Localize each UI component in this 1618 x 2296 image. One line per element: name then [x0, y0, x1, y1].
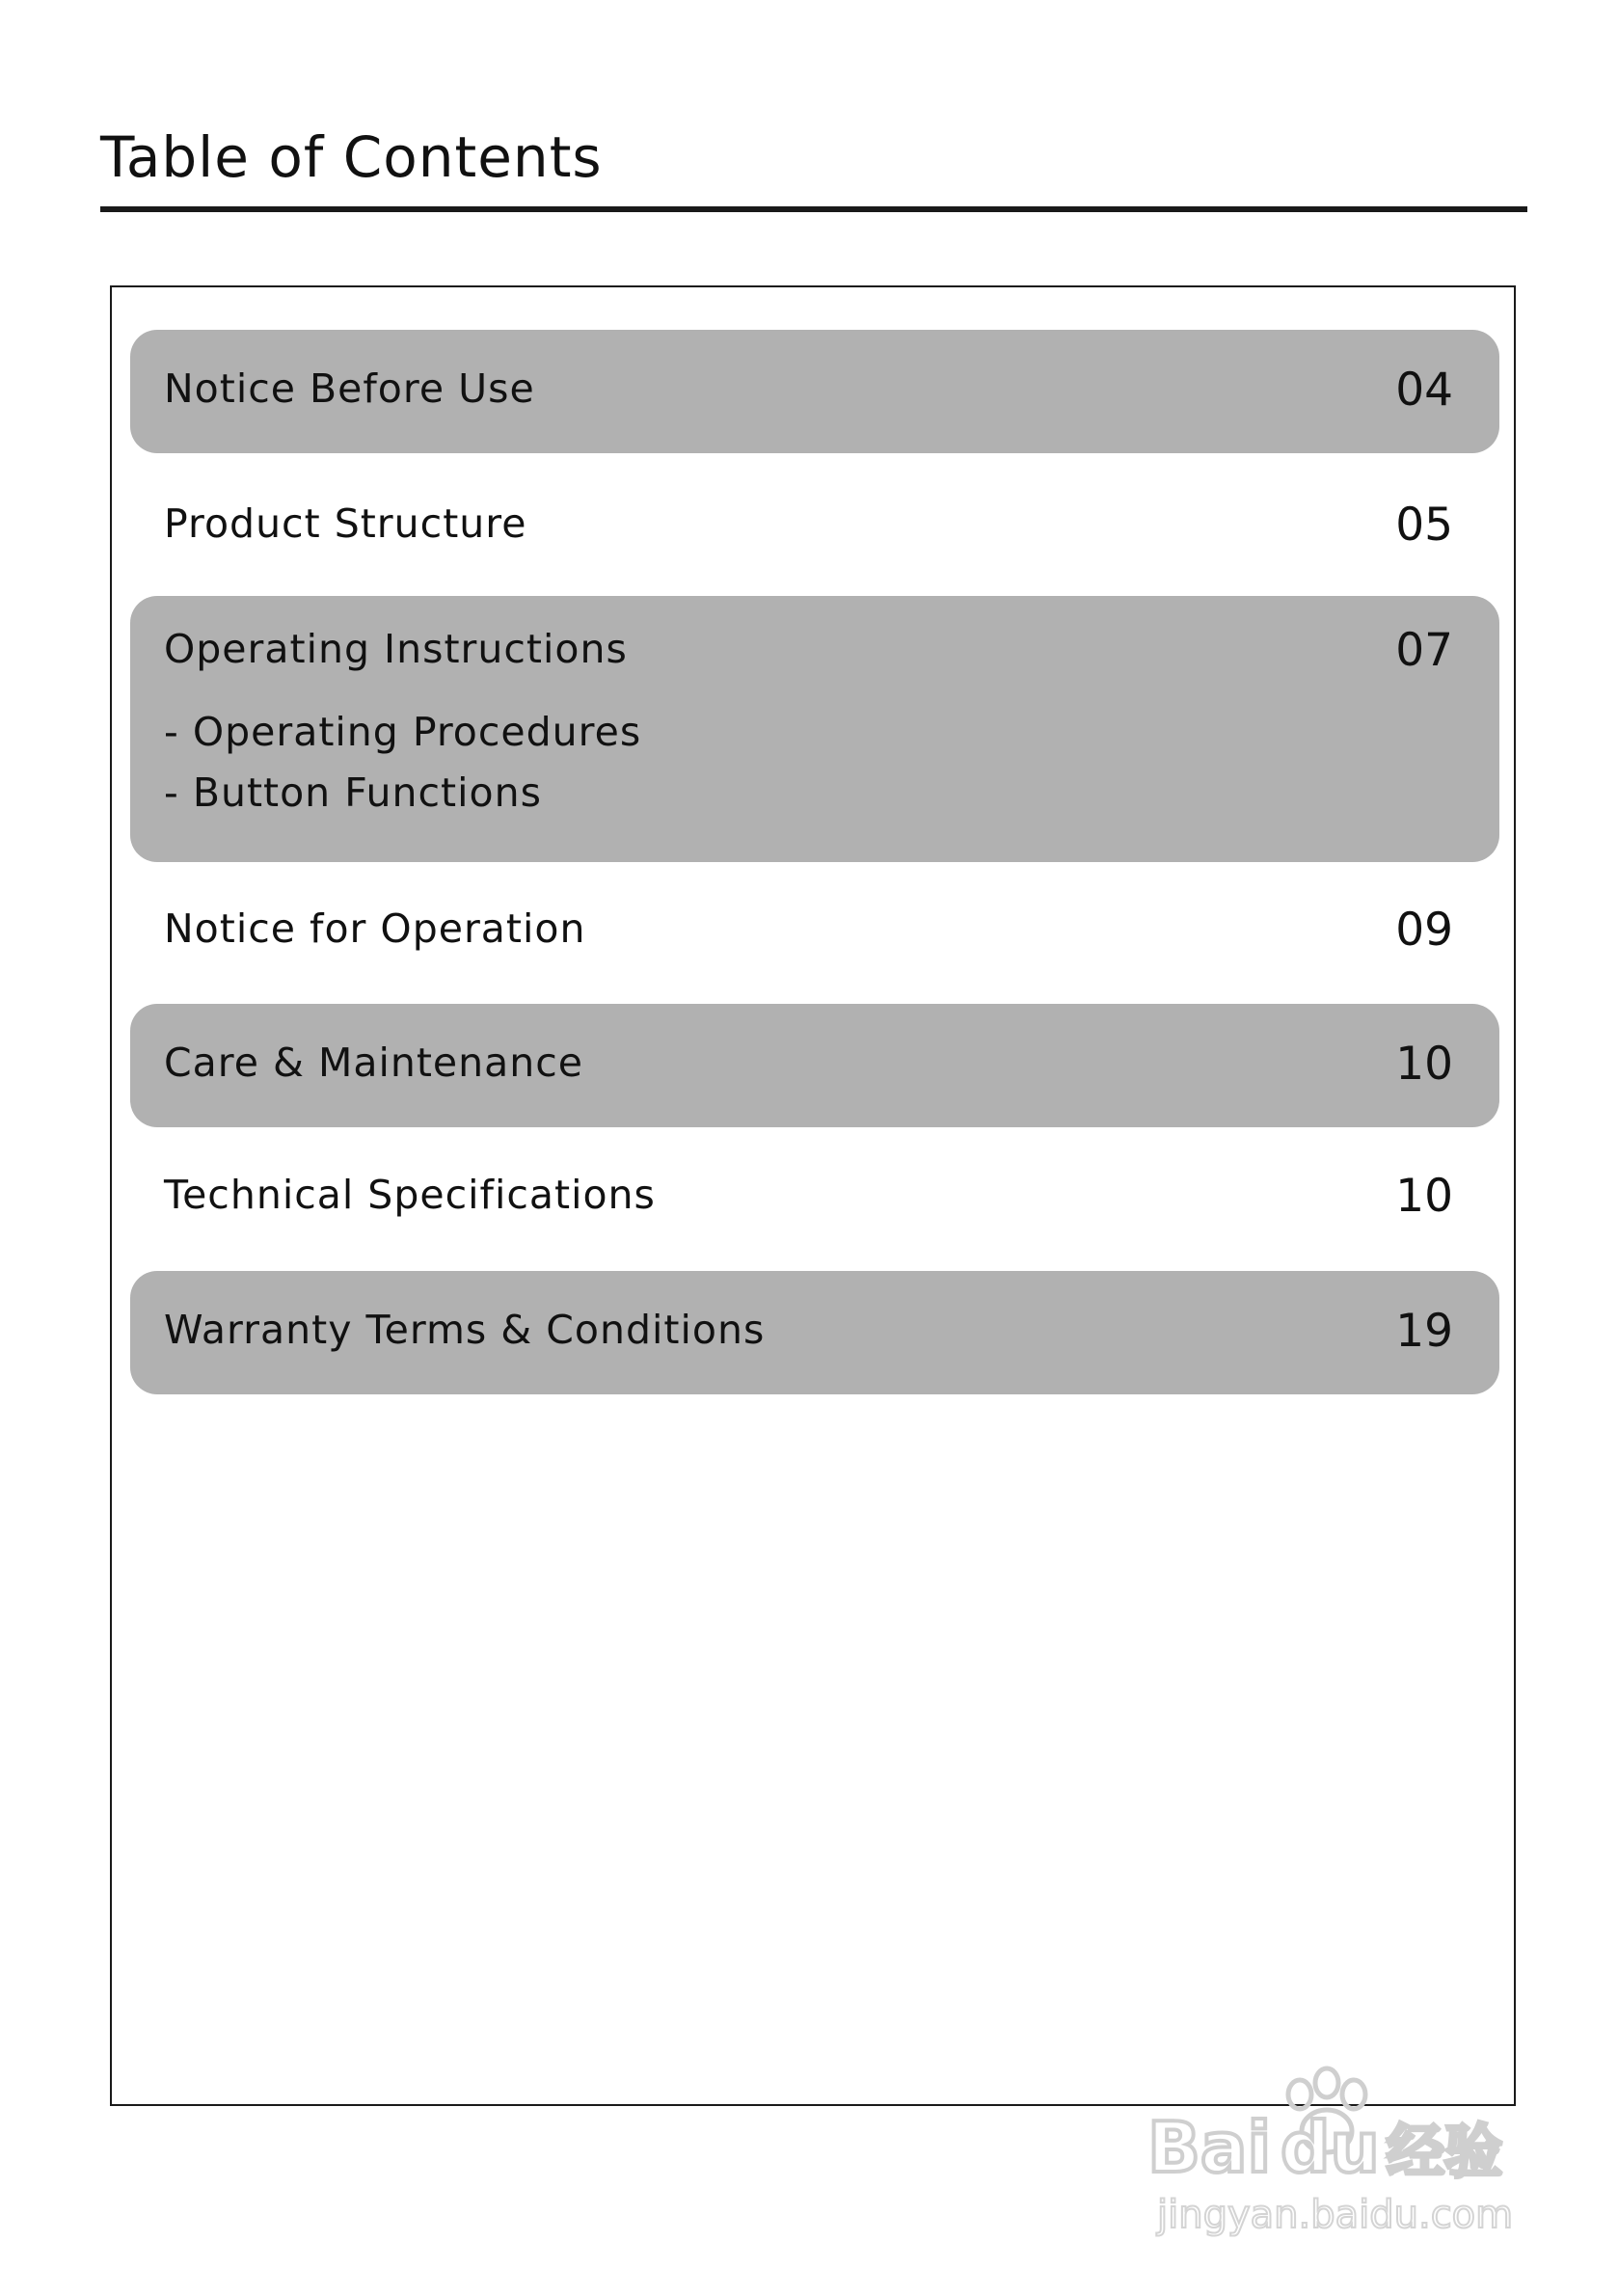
- page-title: Table of Contents: [100, 124, 603, 190]
- toc-row-operating-instructions[interactable]: [130, 596, 1499, 862]
- toc-entry-label: Technical Specifications: [164, 1172, 656, 1218]
- toc-subitem[interactable]: - Operating Procedures: [164, 709, 642, 755]
- toc-entry-label: Product Structure: [164, 500, 527, 547]
- toc-row-care-maintenance[interactable]: [130, 1004, 1499, 1127]
- svg-text:Bai: Bai: [1147, 2107, 1272, 2188]
- toc-entry-label: Operating Instructions: [164, 626, 628, 672]
- toc-subitem[interactable]: - Button Functions: [164, 770, 542, 816]
- toc-row-notice-for-operation[interactable]: [130, 878, 1499, 984]
- toc-entry-page: 07: [1395, 624, 1453, 677]
- toc-entry-label: Care & Maintenance: [164, 1040, 584, 1086]
- toc-entry-page: 10: [1395, 1038, 1453, 1091]
- toc-entry-page: 10: [1395, 1170, 1453, 1223]
- toc-entry-page: 04: [1395, 364, 1453, 417]
- toc-row-product-structure[interactable]: [130, 473, 1499, 579]
- toc-entry-page: 09: [1395, 904, 1453, 957]
- toc-row-warranty-terms[interactable]: [130, 1271, 1499, 1394]
- title-divider: [100, 206, 1527, 212]
- toc-entry-label: Notice for Operation: [164, 905, 586, 952]
- toc-row-notice-before-use[interactable]: [130, 330, 1499, 453]
- toc-row-technical-specifications[interactable]: [130, 1144, 1499, 1250]
- svg-text:jingyan.baidu.com: jingyan.baidu.com: [1157, 2193, 1514, 2237]
- svg-text:du: du: [1281, 2107, 1380, 2188]
- baidu-jingyan-watermark: [1147, 2054, 1533, 2247]
- toc-entry-page: 05: [1395, 499, 1453, 552]
- toc-entry-label: Notice Before Use: [164, 365, 535, 412]
- svg-text:经验: 经验: [1387, 2119, 1502, 2186]
- toc-entry-page: 19: [1395, 1305, 1453, 1358]
- toc-entry-label: Warranty Terms & Conditions: [164, 1307, 766, 1353]
